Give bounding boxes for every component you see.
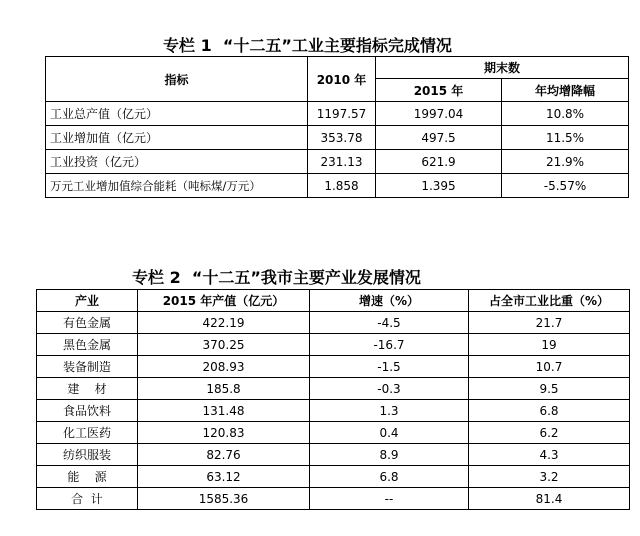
table1-title: 专栏 1 “十二五”工业主要指标完成情况 [163,36,452,55]
industry-cell: 合 计 [37,488,138,510]
value-2015-cell: 621.9 [376,150,502,174]
value-2015-cell: 1.395 [376,174,502,198]
output-cell: 370.25 [138,334,310,356]
industry-cell: 装备制造 [37,356,138,378]
table-row [37,444,630,466]
growth-cell: 21.9% [502,150,629,174]
growth-cell: -5.57% [502,174,629,198]
value-2015-cell: 1997.04 [376,102,502,126]
header-indicator: 指标 [46,57,308,102]
output-cell: 422.19 [138,312,310,334]
growth-rate-cell: -1.5 [310,356,469,378]
output-cell: 1585.36 [138,488,310,510]
industries-table [36,289,630,510]
header-2010: 2010 年 [308,57,376,102]
header-industry: 产业 [37,290,138,312]
share-cell: 3.2 [469,466,630,488]
indicator-cell: 工业总产值（亿元） [46,102,308,126]
value-2010-cell: 231.13 [308,150,376,174]
growth-cell: 10.8% [502,102,629,126]
share-cell: 10.7 [469,356,630,378]
growth-rate-cell: 0.4 [310,422,469,444]
share-cell: 21.7 [469,312,630,334]
header-output-2015: 2015 年产值（亿元） [138,290,310,312]
table-row [46,102,629,126]
table2-title: 专栏 2 “十二五”我市主要产业发展情况 [132,268,421,287]
growth-rate-cell: -16.7 [310,334,469,356]
value-2015-cell: 497.5 [376,126,502,150]
value-2010-cell: 1.858 [308,174,376,198]
table-row [37,422,630,444]
industry-cell: 纺织服装 [37,444,138,466]
header-2015: 2015 年 [376,79,502,102]
growth-rate-cell: -0.3 [310,378,469,400]
table-row [46,150,629,174]
growth-cell: 11.5% [502,126,629,150]
output-cell: 208.93 [138,356,310,378]
indicator-cell: 工业增加值（亿元） [46,126,308,150]
industry-cell: 建 材 [37,378,138,400]
growth-rate-cell: 1.3 [310,400,469,422]
output-cell: 185.8 [138,378,310,400]
share-cell: 9.5 [469,378,630,400]
indicator-cell: 工业投资（亿元） [46,150,308,174]
indicator-cell: 万元工业增加值综合能耗（吨标煤/万元） [46,174,308,198]
header-growth: 年均增降幅 [502,79,629,102]
header-growth-rate: 增速（%） [310,290,469,312]
growth-rate-cell: 6.8 [310,466,469,488]
table-row-total [37,488,630,510]
output-cell: 131.48 [138,400,310,422]
growth-rate-cell: -- [310,488,469,510]
output-cell: 82.76 [138,444,310,466]
table-row [46,174,629,198]
table-row [46,126,629,150]
share-cell: 81.4 [469,488,630,510]
table-row [37,312,630,334]
table-row [37,334,630,356]
table-row [37,400,630,422]
output-cell: 120.83 [138,422,310,444]
value-2010-cell: 1197.57 [308,102,376,126]
table-row [37,356,630,378]
industry-cell: 有色金属 [37,312,138,334]
output-cell: 63.12 [138,466,310,488]
industry-cell: 化工医药 [37,422,138,444]
growth-rate-cell: -4.5 [310,312,469,334]
industry-cell: 能 源 [37,466,138,488]
share-cell: 6.2 [469,422,630,444]
indicators-table [45,56,629,198]
share-cell: 19 [469,334,630,356]
share-cell: 4.3 [469,444,630,466]
table-row [37,466,630,488]
share-cell: 6.8 [469,400,630,422]
industry-cell: 食品饮料 [37,400,138,422]
growth-rate-cell: 8.9 [310,444,469,466]
header-share: 占全市工业比重（%） [469,290,630,312]
table-row [37,378,630,400]
header-period-end: 期末数 [376,57,629,79]
industry-cell: 黑色金属 [37,334,138,356]
value-2010-cell: 353.78 [308,126,376,150]
